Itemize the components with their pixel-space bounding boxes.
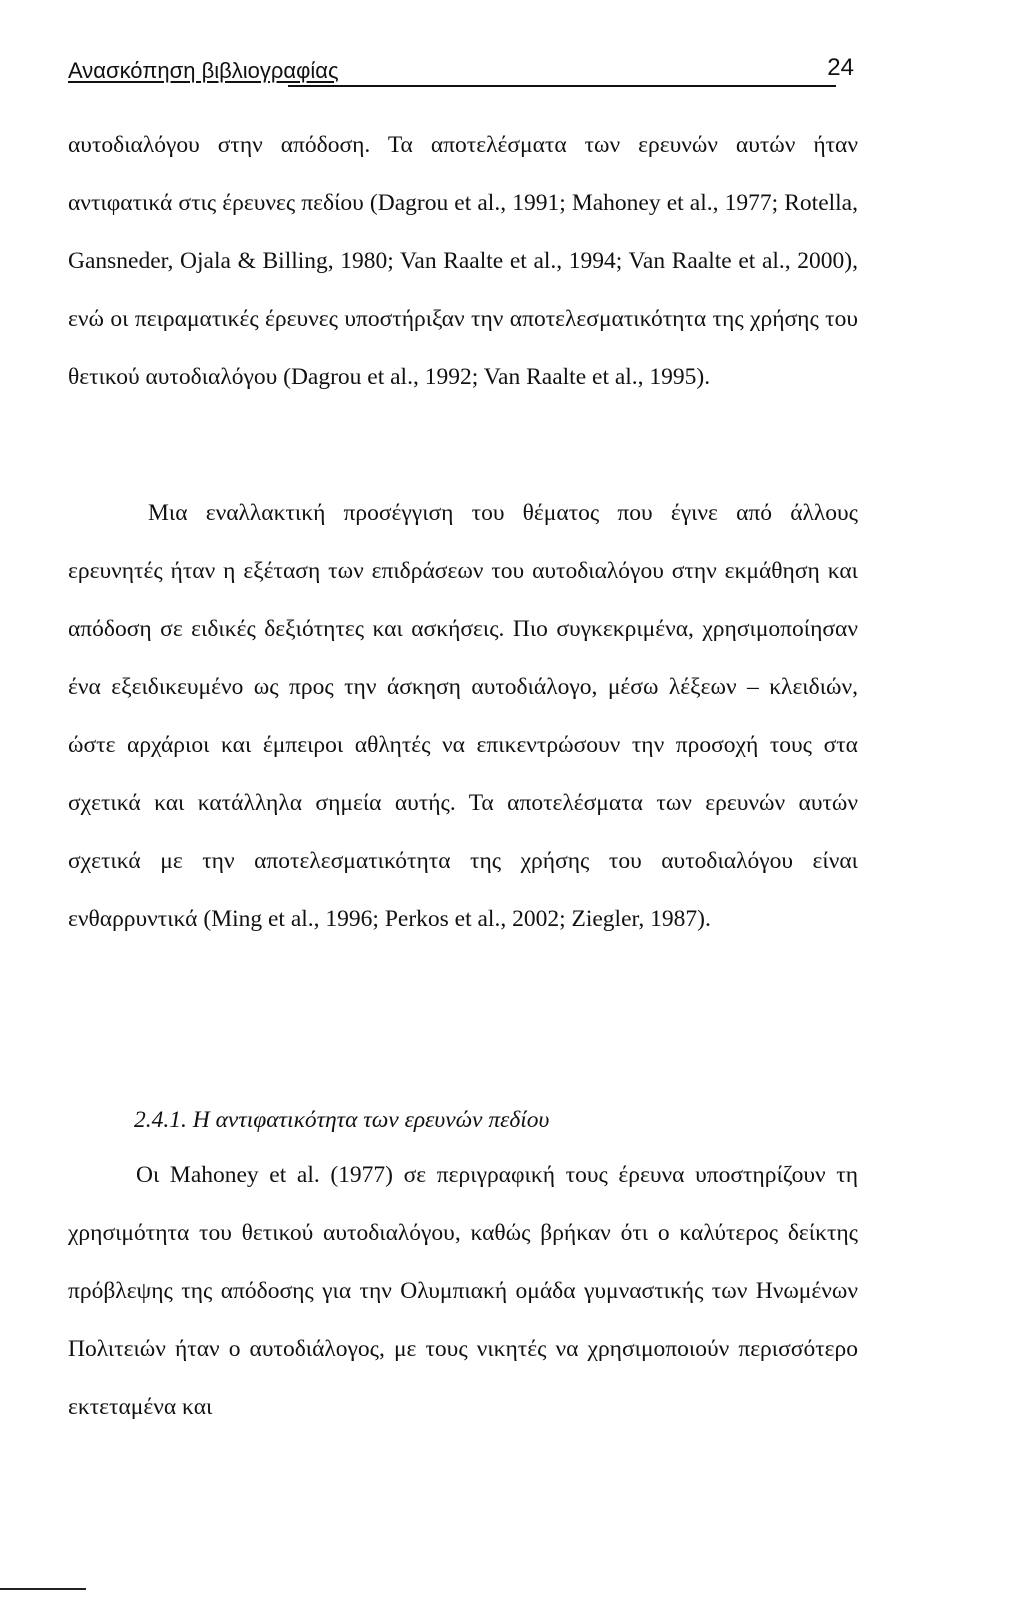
page-header — [68, 52, 854, 92]
section-heading: 2.4.1. Η αντιφατικότητα των ερευνών πεδίου — [134, 1107, 550, 1133]
paragraph-1: αυτοδιαλόγου στην απόδοση. Τα αποτελέσματα των ερευνών αυτών ήταν αντιφατικά στις έρευνες πεδίου (Dagrou et al., 1991; Mahoney et al., 1977; Rotella, Gansneder, Ojala & Billing, 1980; Van Raalte et al., 1994; Van Raalte et al., 2000), ενώ οι πειραματικές έρευνες υποστήριξαν την αποτελεσματικότητα της χρήσης του θετικού αυτοδιαλόγου (Dagrou et al., 1992; Van Raalte et al., 1995). — [68, 132, 858, 390]
page-number: 24 — [827, 54, 854, 81]
running-title: Ανασκόπηση βιβλιογραφίας — [68, 58, 339, 83]
paragraph-3: Οι Mahoney et al. (1977) σε περιγραφική τους έρευνα υποστηρίζουν τη χρησιμότητα του θετικού αυτοδιαλόγου, καθώς βρήκαν ότι ο καλύτερος δείκτης πρόβλεψης της απόδοσης για την Ολυμπιακή ομάδα γυμναστικής των Ηνωμένων Πολιτειών ήταν ο αυτοδιάλογος, με τους νικητές να χρησιμοποιούν περισσότερο εκτεταμένα και — [68, 1162, 858, 1420]
header-rule — [288, 85, 836, 87]
footer-rule — [0, 1588, 86, 1590]
paragraph-2: Μια εναλλακτική προσέγγιση του θέματος που έγινε από άλλους ερευνητές ήταν η εξέταση των επιδράσεων του αυτοδιαλόγου στην εκμάθηση και απόδοση σε ειδικές δεξιότητες και ασκήσεις. Πιο συγκεκριμένα, χρησιμοποίησαν ένα εξειδικευμένο ως προς την άσκηση αυτοδιάλογο, μέσω λέξεων – κλειδιών, ώστε αρχάριοι και έμπειροι αθλητές να επικεντρώσουν την προσοχή τους στα σχετικά και κατάλληλα σημεία αυτής. Τα αποτελέσματα των ερευνών αυτών σχετικά με την αποτελεσματικότητα της χρήσης του αυτοδιαλόγου είναι ενθαρρυντικά (Ming et al., 1996; Perkos et al., 2002; Ziegler, 1987). — [68, 500, 858, 932]
